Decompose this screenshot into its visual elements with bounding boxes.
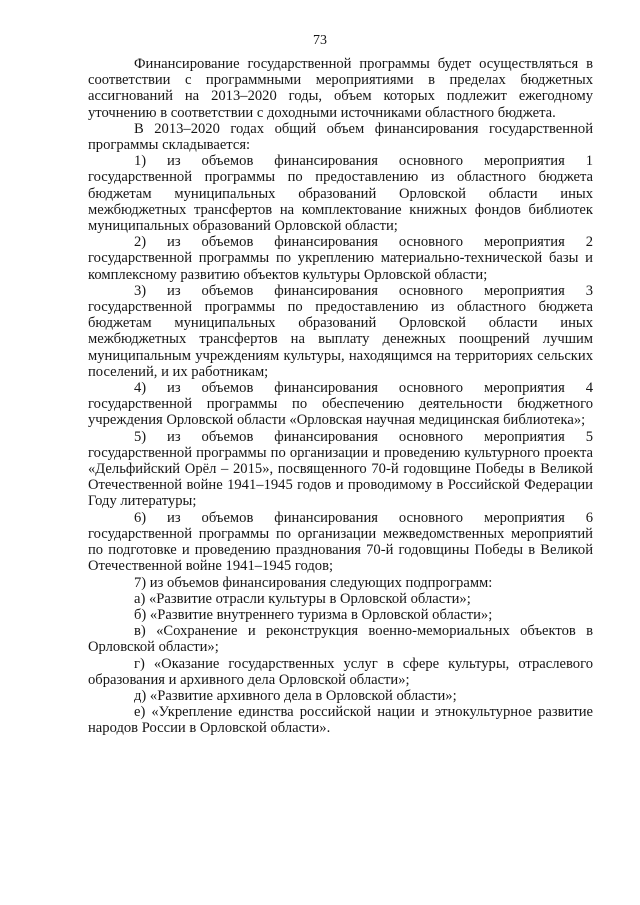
subprogram-v: в) «Сохранение и реконструкция военно-мемориальных объектов в Орловской области»; [88, 623, 593, 656]
subprogram-e: е) «Укрепление единства российской нации и этнокультурное развитие народов России в Орловской области». [88, 704, 593, 737]
subprogram-a: а) «Развитие отрасли культуры в Орловской области»; [134, 590, 471, 607]
paragraph-financing-intro: Финансирование государственной программы будет осуществляться в соответствии с программными мероприятиями в пределах бюджетных ассигнований на 2013–2020 годы, объем которых подлежит ежегодному уточнению в соответствии с доходными источниками областного бюджета. [88, 56, 593, 121]
document-body [88, 56, 593, 737]
paragraph-item-4: 4) из объемов финансирования основного мероприятия 4 государственной программы по обеспечению деятельности бюджетного учреждения Орловской области «Орловская научная медицинская библиотека»; [88, 380, 593, 429]
paragraph-item-2: 2) из объемов финансирования основного мероприятия 2 государственной программы по укреплению материально-технической базы и комплексному развитию объектов культуры Орловской области; [88, 234, 593, 283]
subprogram-d: д) «Развитие архивного дела в Орловской области»; [134, 687, 457, 704]
page-number: 73 [313, 33, 327, 48]
paragraph-total-volume: В 2013–2020 годах общий объем финансирования государственной программы складывается: [88, 120, 593, 154]
paragraph-item-7: 7) из объемов финансирования следующих подпрограмм: [134, 574, 493, 591]
paragraph-item-5: 5) из объемов финансирования основного мероприятия 5 государственной программы по организации и проведению культурного проекта «Дельфийский Орёл – 2015», посвященного 70-й годовщине Победы в Великой Отечественной войне 1941–1945 годов и проводимому в Российской Федерации Году литературы; [88, 428, 593, 510]
subprogram-b: б) «Развитие внутреннего туризма в Орловской области»; [134, 606, 493, 623]
subprogram-g: г) «Оказание государственных услуг в сфере культуры, отраслевого образования и архивного дела Орловской области»; [88, 655, 593, 688]
paragraph-item-3: 3) из объемов финансирования основного мероприятия 3 государственной программы по предоставлению из областного бюджета бюджетам муниципальных образований Орловской области иных межбюджетных трансфертов на выплату денежных поощрений лучшим муниципальным учреждениям культуры, находящимся на территориях сельских поселений, и их работникам; [88, 282, 593, 380]
paragraph-item-1: 1) из объемов финансирования основного мероприятия 1 государственной программы по предоставлению из областного бюджета бюджетам муниципальных образований Орловской области иных межбюджетных трансфертов на комплектование книжных фондов библиотек муниципальных образований Орловской области; [88, 153, 593, 235]
paragraph-item-6: 6) из объемов финансирования основного мероприятия 6 государственной программы по организации межведомственных мероприятий по подготовке и проведению празднования 70-й годовщины Победы в Великой Отечественной войне 1941–1945 годов; [88, 509, 593, 575]
